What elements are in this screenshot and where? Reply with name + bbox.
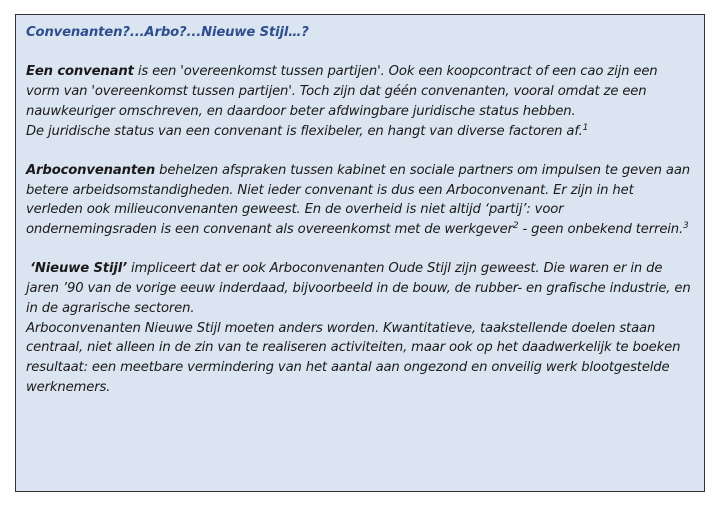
footnote-2: 2: [512, 221, 519, 231]
term-nieuwe-stijl: ‘Nieuwe Stijl’: [30, 261, 127, 277]
footnote-3: 3: [683, 221, 689, 231]
paragraph-nieuwe-stijl-text: impliceert dat er ook Arboconvenanten Oude Stijl zijn geweest. Die waren er in de jaren ’90 van de vorige eeuw inderdaad, bijvoorbeeld in de bouw, de rubber- en grafische industrie, en in de agrarische sectoren.: [26, 261, 691, 316]
paragraph-arboconvenanten-text-a: behelzen afspraken tussen kabinet en sociale partners om impulsen te geven aan betere arbeidsomstandigheden. Niet ieder convenant is dus een Arboconvenant. Er zijn in het verleden ook milieuconvenanten geweest. En de overheid is niet altijd ‘partij’: voor ondernemingsraden is een convenant als overeenkomst met de werkgever: [26, 162, 690, 237]
paragraph-convenant-text: is een 'overeenkomst tussen partijen'. Ook een koopcontract of een cao zijn een vorm van 'overeenkomst tussen partijen'. Toch zijn dat géén convenanten, vooral omdat ze een nauwkeuriger omschreven, en daardoor beter afdwingbare juridische status hebben.: [26, 64, 658, 119]
paragraph-juridische-status: [26, 122, 694, 142]
paragraph-arboconvenanten-text-b: - geen onbekend terrein.: [518, 222, 684, 237]
term-arboconvenanten: Arboconvenanten: [26, 162, 156, 178]
paragraph-arboconvenanten: [26, 161, 694, 240]
paragraph-gap: [26, 141, 694, 161]
footnote-1: 1: [582, 122, 589, 133]
paragraph-nieuwe-stijl: [26, 259, 694, 318]
paragraph-anders-worden: Arboconvenanten Nieuwe Stijl moeten anders worden. Kwantitatieve, taakstellende doelen staan centraal, niet alleen in de zin van te realiseren activiteiten, maar ook op het daadwerkelijk te boeken resultaat: een meetbare vermindering van het aantal aan ongezond en onveilig werk blootgestelde werknemers.: [26, 320, 681, 395]
paragraph-juridische-status-text: De juridische status van een convenant is flexibeler, en hangt van diverse factoren af.: [26, 123, 583, 139]
paragraph-convenant: [26, 62, 694, 121]
term-convenant: Een convenant: [26, 64, 134, 80]
box-title: Convenanten?...Arbo?...Nieuwe Stijl…?: [26, 25, 309, 40]
text-box: [15, 14, 705, 492]
paragraph-gap: [26, 240, 694, 260]
